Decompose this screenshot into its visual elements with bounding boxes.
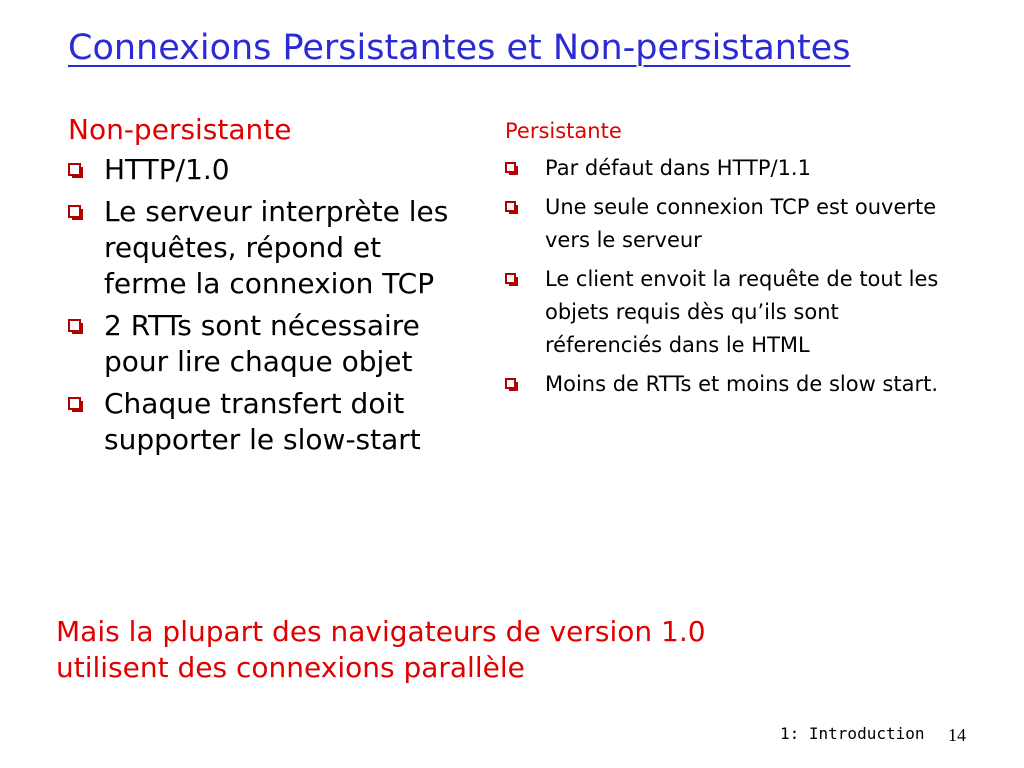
slide-title: Connexions Persistantes et Non-persistantes: [68, 28, 851, 68]
footnote-remark: Mais la plupart des navigateurs de version 1.0 utilisent des connexions parallèle: [56, 615, 706, 684]
list-item: [505, 152, 945, 185]
non-persistent-column: [68, 112, 468, 464]
list-item-text: HTTP/1.0: [104, 153, 230, 186]
list-item-text: Le client envoit la requête de tout les objets requis dès qu’ils sont réferenciés dans le HTML: [545, 267, 939, 357]
list-item-text: Par défaut dans HTTP/1.1: [545, 156, 811, 180]
list-item-text: Moins de RTTs et moins de slow start.: [545, 372, 939, 396]
non-persistent-heading: Non-persistante: [68, 113, 292, 146]
list-item-text: 2 RTTs sont nécessaire pour lire chaque objet: [104, 309, 420, 378]
list-item: [68, 152, 468, 188]
box-bullet-icon: [68, 205, 81, 218]
box-bullet-icon: [505, 378, 516, 389]
list-item: [68, 386, 468, 458]
list-item-text: Le serveur interprète les requêtes, répond et ferme la connexion TCP: [104, 195, 449, 300]
page-number: 14: [948, 725, 966, 745]
non-persistent-list: [68, 152, 468, 458]
list-item: [505, 191, 945, 257]
box-bullet-icon: [505, 201, 516, 212]
footer-section-label: 1: Introduction: [780, 724, 925, 743]
box-bullet-icon: [68, 397, 81, 410]
list-item: [68, 308, 468, 380]
persistent-list: [505, 152, 945, 401]
box-bullet-icon: [505, 162, 516, 173]
box-bullet-icon: [505, 273, 516, 284]
box-bullet-icon: [68, 319, 81, 332]
list-item: [68, 194, 468, 302]
persistent-column: [505, 112, 945, 407]
list-item-text: Chaque transfert doit supporter le slow-start: [104, 387, 421, 456]
box-bullet-icon: [68, 163, 81, 176]
list-item: [505, 368, 945, 401]
list-item-text: Une seule connexion TCP est ouverte vers le serveur: [545, 195, 937, 252]
persistent-heading: Persistante: [505, 119, 622, 143]
list-item: [505, 263, 945, 362]
